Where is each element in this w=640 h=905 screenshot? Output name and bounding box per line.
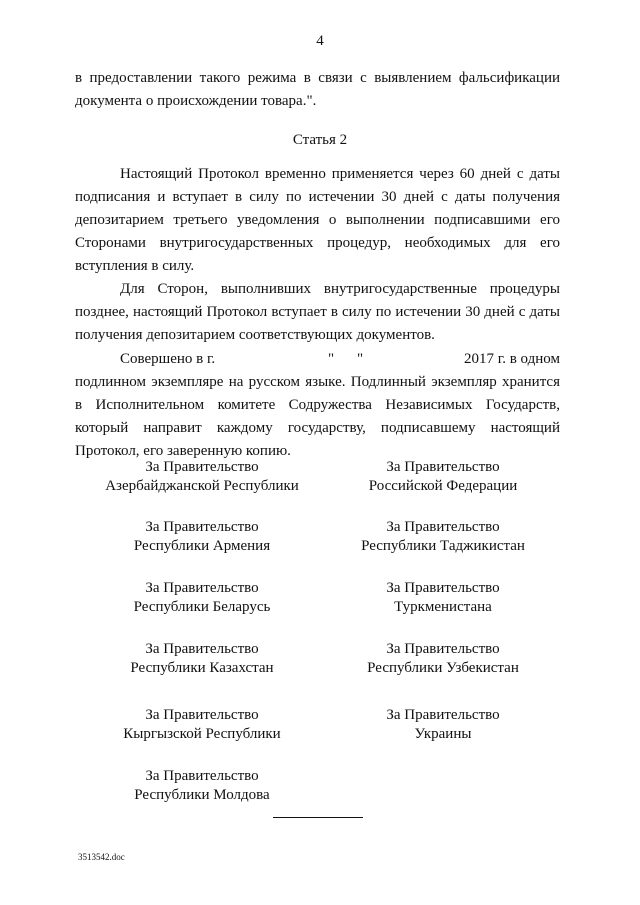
signature-line: За Правительство: [145, 580, 259, 596]
article-paragraph-2: [75, 278, 560, 347]
signature-block: [333, 518, 553, 556]
signature-party: Украины: [414, 726, 472, 742]
signature-line: За Правительство: [386, 519, 500, 535]
paragraph-line: Настоящий Протокол временно применяется через 60 дней с даты: [120, 166, 560, 182]
paragraph-line: Для Сторон, выполнивших внутригосударственные процедуры: [120, 281, 560, 297]
paragraph-line: Протокол, его заверенную копию.: [75, 443, 291, 459]
signature-party: Республики Узбекистан: [367, 660, 519, 676]
signature-block: [92, 706, 312, 744]
signature-block: [333, 458, 553, 496]
done-start: Совершено в г.: [120, 351, 216, 367]
signature-line: За Правительство: [386, 641, 500, 657]
signature-line: За Правительство: [386, 580, 500, 596]
signature-party: Республики Молдова: [134, 787, 270, 803]
article-paragraph-1: [75, 163, 560, 278]
signature-block: [333, 640, 553, 678]
done-first-line: [75, 348, 560, 371]
quote-close: ": [357, 351, 364, 367]
intro-line: в предоставлении такого режима в связи с выявлением фальсификации: [75, 70, 560, 86]
signature-party: Республики Казахстан: [130, 660, 274, 676]
paragraph-line: депозитарием третьего уведомления о выполнении подписавшими его: [75, 212, 560, 228]
signature-block: [92, 579, 312, 617]
signature-party: Республики Армения: [133, 538, 271, 554]
signature-block: [92, 458, 312, 496]
paragraph-line: подлинном экземпляре на русском языке. Подлинный экземпляр хранится: [75, 374, 560, 390]
signature-block: [333, 579, 553, 617]
paragraph-line: Сторонами внутригосударственных процедур, необходимых для его: [75, 235, 560, 251]
signature-line: За Правительство: [386, 707, 500, 723]
paragraph-line: вступления в силу.: [75, 258, 195, 274]
signature-party: Российской Федерации: [368, 478, 518, 494]
signature-party: Туркменистана: [394, 599, 492, 615]
signature-block: [92, 640, 312, 678]
footer-doc-code: 3513542.doc: [78, 852, 125, 862]
signature-line: За Правительство: [145, 641, 259, 657]
signature-line: За Правительство: [145, 707, 259, 723]
signature-block: [333, 706, 553, 744]
signature-line: За Правительство: [145, 519, 259, 535]
quote-open: ": [328, 351, 335, 367]
signature-party: Республики Беларусь: [133, 599, 271, 615]
signature-block: [92, 518, 312, 556]
signature-party: Республики Таджикистан: [361, 538, 525, 554]
paragraph-line: в Исполнительном комитете Содружества Независимых Государств,: [75, 397, 560, 413]
signature-party: Кыргызской Республики: [123, 726, 281, 742]
closing-rule: [273, 817, 363, 818]
intro-paragraph: [75, 67, 560, 113]
signature-line: За Правительство: [145, 459, 259, 475]
paragraph-line: подписания и вступает в силу по истечении 30 дней с даты получения: [75, 189, 560, 205]
paragraph-line: позднее, настоящий Протокол вступает в силу по истечении 30 дней с даты: [75, 304, 560, 320]
signature-block: [92, 767, 312, 805]
intro-line: документа о происхождении товара.".: [75, 93, 317, 109]
article-title: Статья 2: [292, 132, 348, 148]
done-paragraph: [75, 348, 560, 463]
signature-line: За Правительство: [145, 768, 259, 784]
signature-line: За Правительство: [386, 459, 500, 475]
done-year: 2017 г. в одном: [464, 351, 560, 367]
page-number: 4: [316, 33, 324, 49]
paragraph-line: который направит каждому государству, подписавшему настоящий: [75, 420, 560, 436]
signature-party: Азербайджанской Республики: [105, 478, 299, 494]
paragraph-line: получения депозитарием соответствующих документов.: [75, 327, 435, 343]
